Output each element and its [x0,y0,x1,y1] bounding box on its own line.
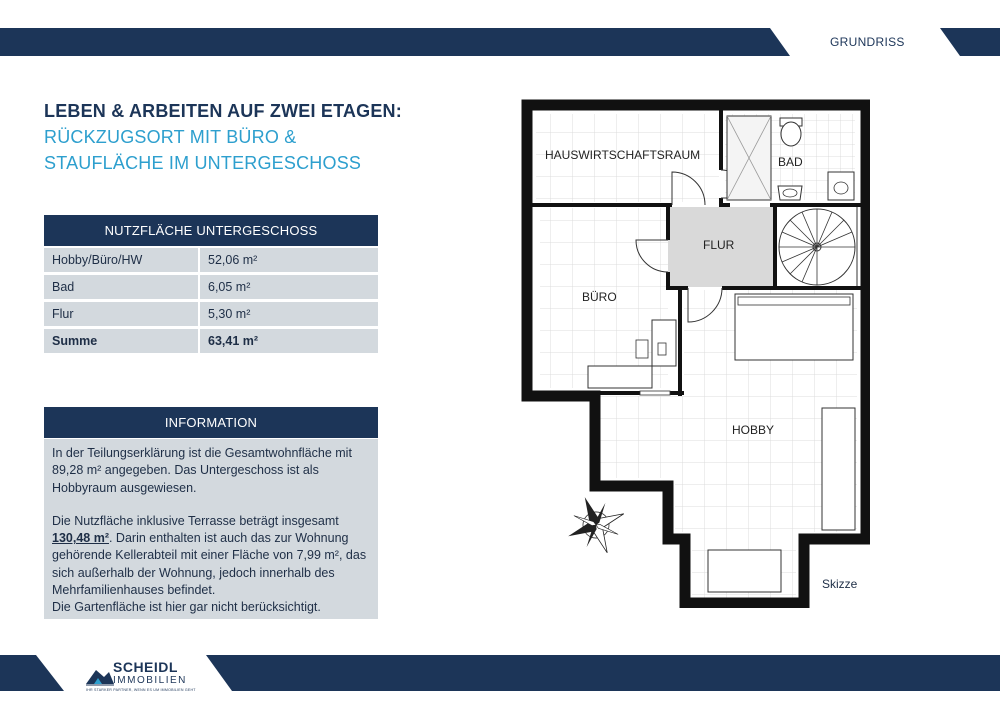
floor-plan [520,98,870,613]
info-text: Die Nutzfläche inklusive Terrasse beträgt insgesamt [52,513,339,528]
row-value: 6,05 m² [200,275,378,299]
row-value: 52,06 m² [200,248,378,272]
headline-title: LEBEN & ARBEITEN AUF ZWEI ETAGEN: [44,101,402,121]
logo-name: SCHEIDL [113,659,178,675]
sum-label: Summe [44,329,198,353]
sum-value: 63,41 m² [200,329,378,353]
total-area-highlight: 130,48 m² [52,531,109,546]
area-table-title: NUTZFLÄCHE UNTERGESCHOSS [44,215,378,246]
headline-subtitle-1: RÜCKZUGSORT MIT BÜRO & [44,127,297,147]
row-label: Bad [44,275,198,299]
table-sum-row [44,329,378,353]
room-label-bath: BAD [778,155,803,169]
floor-plan-drawing [520,98,870,608]
room-label-utility: HAUSWIRTSCHAFTSRAUM [545,148,701,162]
table-row [44,302,378,326]
information-title: INFORMATION [44,407,378,438]
headline-subtitle-2: STAUFLÄCHE IM UNTERGESCHOSS [44,153,362,173]
row-label: Hobby/Büro/HW [44,248,198,272]
compass-icon [557,486,635,564]
information-body [44,439,378,619]
info-paragraph-1: In der Teilungserklärung ist die Gesamtwohnfläche mit 89,28 m² angegeben. Das Untergeschoss ist als Hobbyraum ausgewiesen. [52,446,352,495]
logo-tagline: IHR STARKER PARTNER, WENN ES UM IMMOBILIEN GEHT [86,688,196,692]
row-label: Flur [44,302,198,326]
row-value: 5,30 m² [200,302,378,326]
room-label-office: BÜRO [582,290,617,304]
table-row [44,275,378,299]
headline [44,98,424,176]
info-text: . Darin enthalten ist auch das zur Wohnung gehörende Kellerabteil mit einer Fläche von 7,99 m², das sich außerhalb der Wohnung, jedoch innerhalb des Mehrfamilienhauses befindet. [52,531,367,598]
section-label: GRUNDRISS [830,35,905,49]
table-row [44,248,378,272]
area-table [44,248,378,356]
room-label-hobby: HOBBY [732,423,775,437]
sketch-note: Skizze [822,577,858,591]
info-paragraph-2 [52,513,370,599]
room-label-hall: FLUR [703,238,735,252]
logo-subtitle: IMMOBILIEN [113,675,187,686]
info-paragraph-3: Die Gartenfläche ist hier gar nicht berücksichtigt. [52,600,321,615]
